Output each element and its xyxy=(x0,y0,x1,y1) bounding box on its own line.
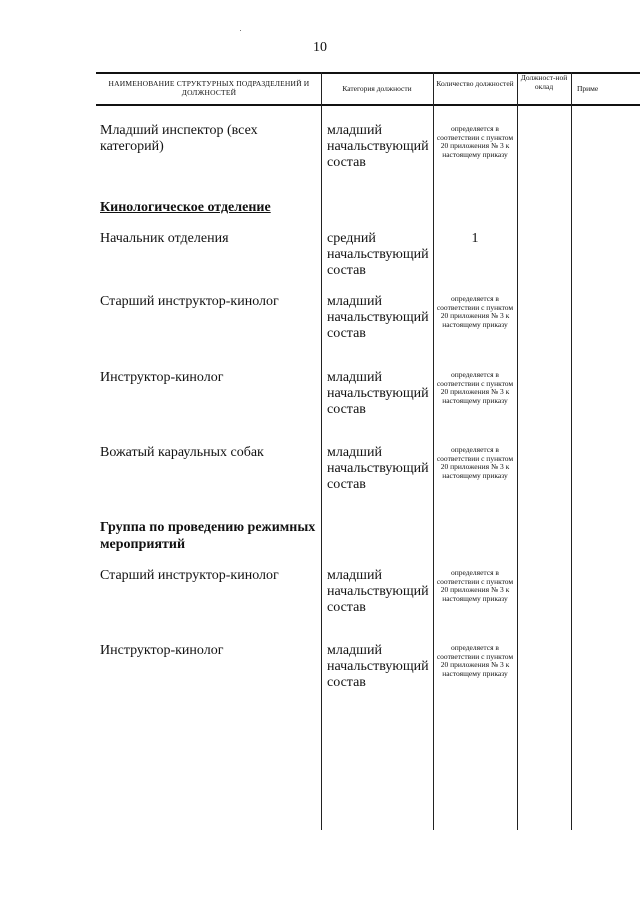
position-count: определяется в соответствии с пунктом 20 приложения № 3 к настоящему приказу xyxy=(436,643,514,679)
position-count: определяется в соответствии с пунктом 20 приложения № 3 к настоящему приказу xyxy=(436,294,514,330)
header-category: Категория должности xyxy=(342,84,412,93)
position-name: Старший инструктор-кинолог xyxy=(100,294,279,309)
position-count: определяется в соответствии с пунктом 20 приложения № 3 к настоящему приказу xyxy=(436,568,514,604)
column-divider xyxy=(433,72,434,830)
position-name: Начальник отделения xyxy=(100,231,229,246)
column-divider xyxy=(517,72,518,830)
position-category: младший начальствующий состав xyxy=(327,123,429,170)
column-divider xyxy=(571,72,572,830)
header-salary: Должност-ной оклад xyxy=(520,73,568,91)
column-divider xyxy=(321,72,322,830)
position-name: Инструктор-кинолог xyxy=(100,370,224,385)
position-count: определяется в соответствии с пунктом 20 приложения № 3 к настоящему приказу xyxy=(436,445,514,481)
header-note: Приме xyxy=(577,85,599,93)
section-title: Группа по проведению режимных мероприятий xyxy=(100,520,316,552)
position-name: Старший инструктор-кинолог xyxy=(100,568,279,583)
position-count: 1 xyxy=(471,231,479,246)
header-name: НАИМЕНОВАНИЕ СТРУКТУРНЫХ ПОДРАЗДЕЛЕНИЙ И ДОЛЖНОСТЕЙ xyxy=(108,79,310,97)
position-category: младший начальствующий состав xyxy=(327,568,429,615)
position-name: Вожатый караульных собак xyxy=(100,445,264,460)
header-bottom-rule xyxy=(96,104,640,106)
page-number: 10 xyxy=(313,40,327,55)
position-category: младший начальствующий состав xyxy=(327,643,429,690)
position-category: младший начальствующий состав xyxy=(327,370,429,417)
header-count: Количество должностей xyxy=(436,79,514,88)
section-title: Кинологическое отделение xyxy=(100,200,271,215)
position-name: Младший инспектор (всех категорий) xyxy=(100,123,258,154)
position-category: младший начальствующий состав xyxy=(327,294,429,341)
position-category: средний начальствующий состав xyxy=(327,231,429,278)
position-category: младший начальствующий состав xyxy=(327,445,429,492)
position-count: определяется в соответствии с пунктом 20 приложения № 3 к настоящему приказу xyxy=(436,124,514,160)
position-count: определяется в соответствии с пунктом 20 приложения № 3 к настоящему приказу xyxy=(436,370,514,406)
position-name: Инструктор-кинолог xyxy=(100,643,224,658)
scan-speck xyxy=(240,30,241,31)
